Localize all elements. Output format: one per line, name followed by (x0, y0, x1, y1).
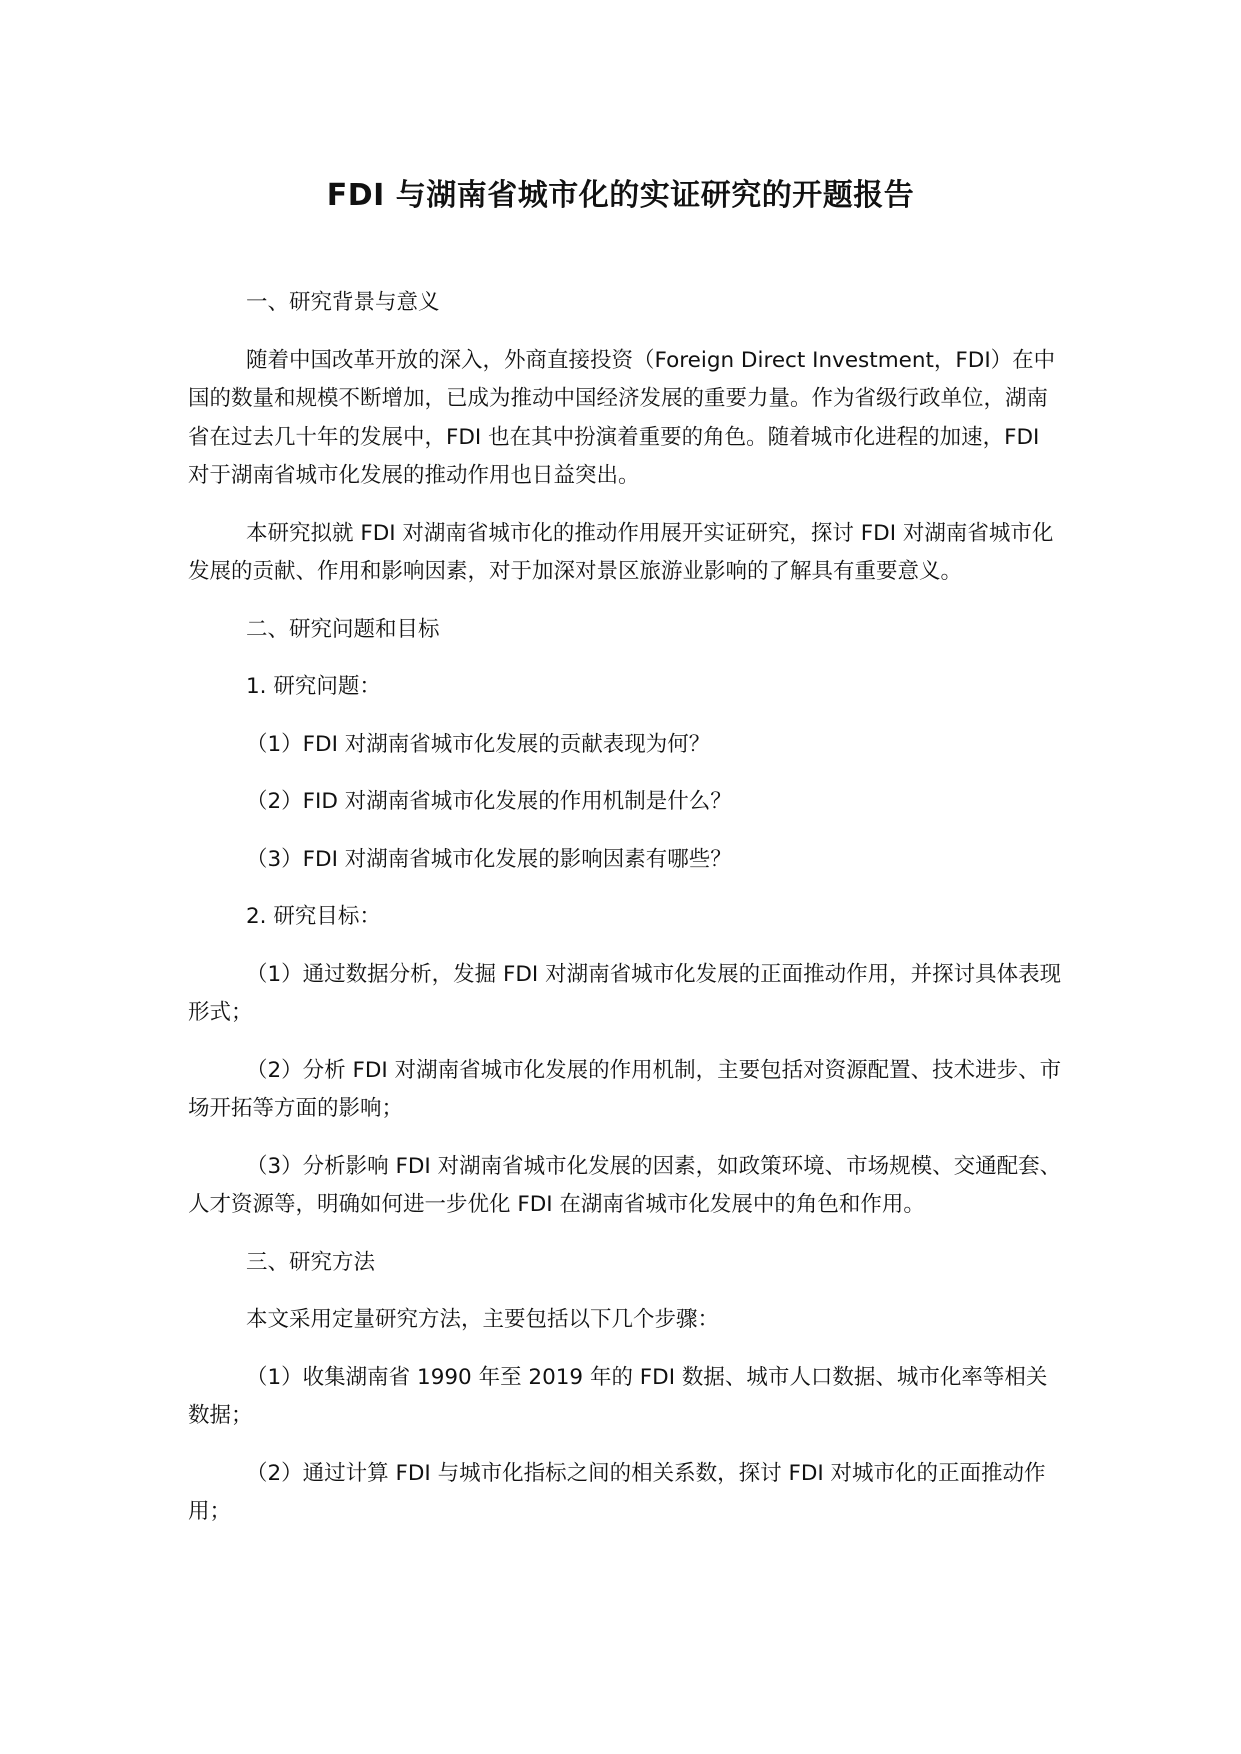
paragraph-methods-intro: 本文采用定量研究方法，主要包括以下几个步骤： (246, 1307, 720, 1332)
section-heading-background: 一、研究背景与意义 (246, 290, 440, 315)
document-title: FDI 与湖南省城市化的实证研究的开题报告 (326, 178, 915, 213)
subheading-research-goals: 2. 研究目标： (246, 904, 381, 929)
section-heading-methods: 三、研究方法 (246, 1249, 376, 1275)
section-heading-questions-goals: 二、研究问题和目标 (246, 616, 440, 642)
paragraph-background-2: 本研究拟就 FDI 对湖南省城市化的推动作用展开实证研究，探讨 FDI 对湖南省城市化发展的贡献、作用和影响因素，对于加深对景区旅游业影响的了解具有重要意义。 (188, 520, 1054, 584)
list-item-method-2: （2）通过计算 FDI 与城市化指标之间的相关系数，探讨 FDI 对城市化的正面推动作用； (188, 1460, 1046, 1524)
list-item-goal-2: （2）分析 FDI 对湖南省城市化发展的作用机制，主要包括对资源配置、技术进步、市场开拓等方面的影响； (188, 1057, 1062, 1121)
list-item-goal-3: （3）分析影响 FDI 对湖南省城市化发展的因素，如政策环境、市场规模、交通配套、人才资源等，明确如何进一步优化 FDI 在湖南省城市化发展中的角色和作用。 (188, 1153, 1062, 1217)
list-item-question-1: （1）FDI 对湖南省城市化发展的贡献表现为何？ (246, 731, 711, 757)
list-item-question-3: （3）FDI 对湖南省城市化发展的影响因素有哪些？ (246, 846, 732, 872)
list-item-question-2: （2）FID 对湖南省城市化发展的作用机制是什么？ (246, 789, 732, 814)
paragraph-background-1: 随着中国改革开放的深入，外商直接投资（Foreign Direct Investment，FDI）在中国的数量和规模不断增加，已成为推动中国经济发展的重要力量。作为省级行政单位，湖南省在过去几十年的发展中，FDI 也在其中扮演着重要的角色。随着城市化进程的加速，FDI 对于湖南省城市化发展的推动作用也日益突出。 (188, 347, 1056, 488)
list-item-goal-1: （1）通过数据分析，发掘 FDI 对湖南省城市化发展的正面推动作用，并探讨具体表现形式； (188, 961, 1062, 1025)
document-body (188, 284, 1066, 1551)
subheading-research-questions: 1. 研究问题： (246, 674, 381, 699)
list-item-method-1: （1）收集湖南省 1990 年至 2019 年的 FDI 数据、城市人口数据、城市化率等相关数据； (188, 1364, 1048, 1428)
